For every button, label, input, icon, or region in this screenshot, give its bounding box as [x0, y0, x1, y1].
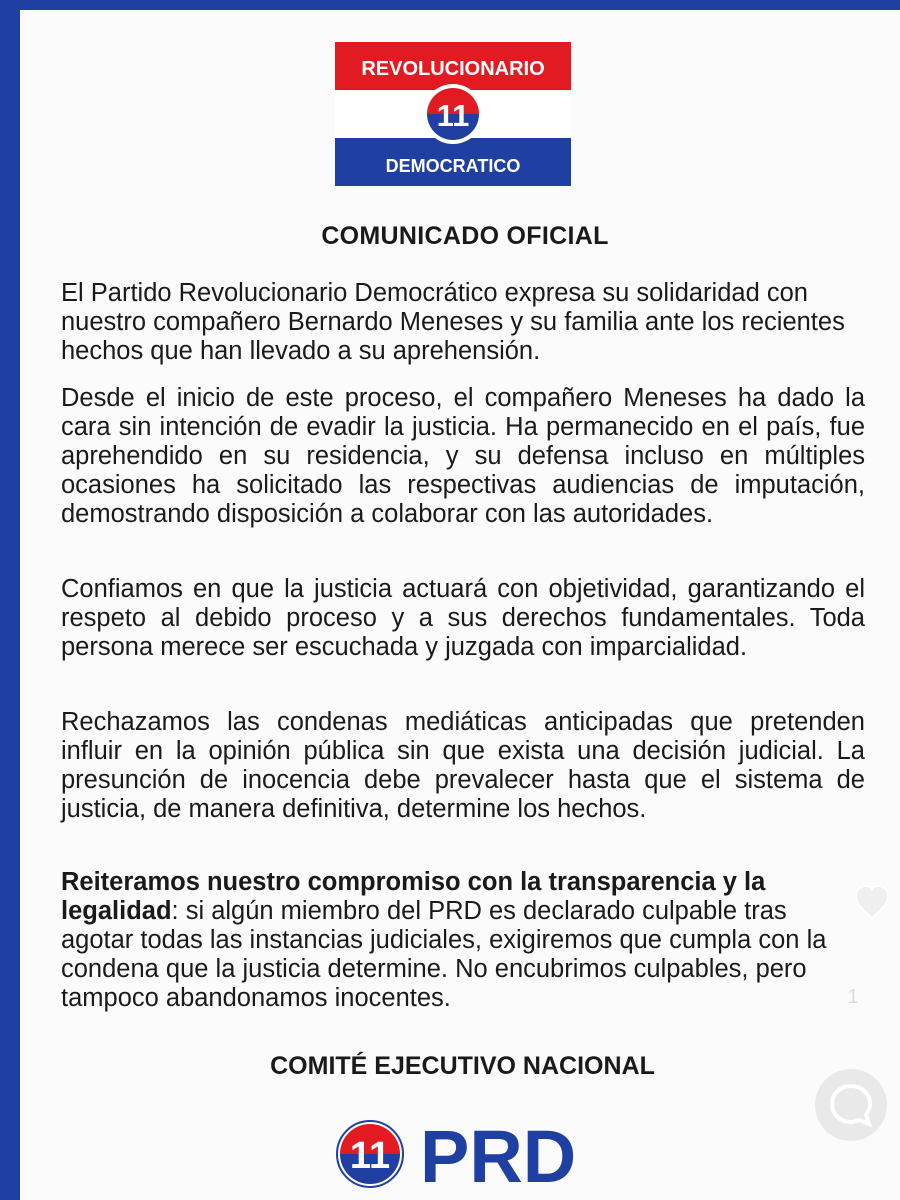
paragraph-proceso: Desde el inicio de este proceso, el compañero Meneses ha dado la cara sin intención de evadir la justicia. Ha permanecido en el país, fue aprehendido en su residencia, y su defensa incluso en múltiples ocasiones ha solicitado las respectivas audiencias de imputación, demostrando disposición a colaborar con las autoridades. [61, 384, 865, 528]
logo-number: 11 [436, 98, 470, 133]
footer-logo-text: PRD [420, 1115, 577, 1194]
heart-icon[interactable] [852, 880, 892, 930]
comment-icon[interactable] [812, 1066, 890, 1144]
paragraph-solidaridad: El Partido Revolucionario Democrático expresa su solidaridad con nuestro compañero Bernardo Meneses y su familia ante los recientes hechos que han llevado a su aprehensión. [61, 279, 845, 365]
paragraph-condenas: Rechazamos las condenas mediáticas anticipadas que pretenden influir en la opinión pública sin que exista una decisión judicial. La presunción de inocencia debe prevalecer hasta que el sistema de justicia, de manera definitiva, determine los hechos. [61, 708, 865, 823]
signoff: COMITÉ EJECUTIVO NACIONAL [270, 1052, 655, 1080]
paragraph-compromiso [61, 868, 865, 1013]
document-title: COMUNICADO OFICIAL [321, 222, 609, 250]
footer-logo-number: 11 [349, 1135, 391, 1177]
prd-flag-logo [335, 42, 571, 186]
logo-bottom-text: DEMOCRATICO [385, 156, 521, 176]
prd-footer-logo [336, 1114, 596, 1194]
paragraph-compromiso-bold: Reiteramos nuestro compromiso con la transparencia y la legalidad [61, 868, 766, 925]
like-count: 1 [847, 986, 859, 1008]
logo-top-text: REVOLUCIONARIO [361, 58, 545, 80]
paragraph-justicia: Confiamos en que la justicia actuará con objetividad, garantizando el respeto al debido proceso y a sus derechos fundamentales. Toda persona merece ser escuchada y juzgada con imparcialidad. [61, 575, 865, 661]
paragraph-compromiso-rest: : si algún miembro del PRD es declarado culpable tras agotar todas las instancias judiciales, exigiremos que cumpla con la condena que la justicia determine. No encubrimos culpables, pero tampoco abandonamos inocentes. [61, 897, 827, 1012]
